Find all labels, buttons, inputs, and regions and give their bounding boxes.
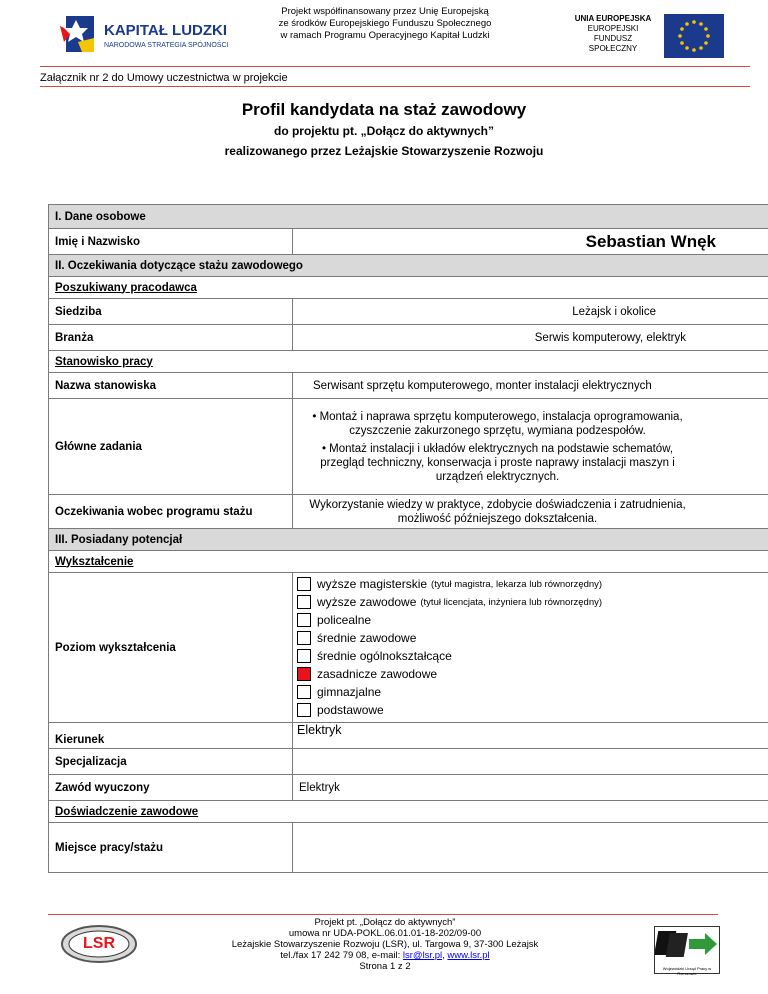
checkbox[interactable]	[297, 595, 311, 609]
education-level-label: wyższe magisterskie	[317, 577, 428, 591]
eu-flag-icon	[664, 14, 724, 58]
tasks-list	[293, 399, 768, 495]
expectations-value: Wykorzystanie wiedzy w praktyce, zdobycie doświadczenia i zatrudnienia, możliwość późniejszego dokształcenia.	[293, 495, 768, 529]
header-rule-2	[40, 86, 750, 87]
section-personal: I. Dane osobowe	[49, 205, 768, 229]
employer-subheading: Poszukiwany pracodawca	[49, 277, 768, 299]
experience-subheading: Doświadczenie zawodowe	[49, 801, 768, 823]
education-level-label: średnie ogólnokształcące	[317, 649, 452, 663]
cofinance-line: w ramach Programu Operacyjnego Kapitał Ludzki	[280, 30, 490, 41]
header-rule	[40, 66, 750, 67]
education-level-label: wyższe zawodowe	[317, 595, 417, 609]
checkbox[interactable]	[297, 577, 311, 591]
checkbox[interactable]	[297, 649, 311, 663]
name-label: Imię i Nazwisko	[49, 229, 293, 255]
wup-text: Wojewódzki Urząd Pracy w Rzeszowie	[662, 966, 712, 976]
position-name-value: Serwisant sprzętu komputerowego, monter instalacji elektrycznych	[293, 373, 768, 399]
specialization-label: Specjalizacja	[49, 749, 293, 775]
expectations-label: Oczekiwania wobec programu stażu	[49, 495, 293, 529]
footer-text	[180, 917, 590, 972]
direction-value: Elektryk	[293, 723, 768, 749]
profession-label: Zawód wyuczony	[49, 775, 293, 801]
education-level-option[interactable]	[297, 593, 768, 611]
seat-value: Leżajsk i okolice	[293, 299, 768, 325]
ue-title: UNIA EUROPEJSKA	[574, 14, 652, 23]
tasks-label: Główne zadania	[49, 399, 293, 495]
specialization-value	[293, 749, 768, 775]
footer-rule	[48, 914, 718, 915]
industry-value: Serwis komputerowy, elektryk	[293, 325, 768, 351]
position-name-label: Nazwa stanowiska	[49, 373, 293, 399]
education-level-option[interactable]	[297, 683, 768, 701]
checkbox[interactable]	[297, 703, 311, 717]
footer-line-1: Projekt pt. „Dołącz do aktywnych”	[314, 917, 456, 928]
workplace-label: Miejsce pracy/stażu	[49, 823, 293, 873]
name-value: Sebastian Wnęk	[293, 229, 768, 255]
checkbox[interactable]	[297, 613, 311, 627]
education-level-option[interactable]	[297, 701, 768, 719]
education-level-label: gimnazjalne	[317, 685, 382, 699]
annex-note: Załącznik nr 2 do Umowy uczestnictwa w projekcie	[40, 72, 288, 84]
wup-arrow-icon	[655, 927, 719, 961]
cofinance-line: Projekt współfinansowany przez Unię Europejską	[281, 6, 489, 17]
ue-label	[572, 14, 654, 54]
task-text: Montaż i naprawa sprzętu komputerowego, instalacja oprogramowania, czyszczenie zakurzonego sprzętu, wymiana podzespołów.	[319, 410, 683, 437]
education-level-label: średnie zawodowe	[317, 631, 417, 645]
seat-label: Siedziba	[49, 299, 293, 325]
logo-title: KAPITAŁ LUDZKI	[104, 22, 228, 39]
section-expectations: II. Oczekiwania dotyczące stażu zawodowego	[49, 255, 768, 277]
email-link[interactable]: lsr@lsr.pl	[402, 950, 443, 961]
task-item: • Montaż i naprawa sprzętu komputerowego, instalacja oprogramowania, czyszczenie zakurzonego sprzętu, wymiana podzespołów.	[312, 410, 683, 437]
page-number: Strona 1 z 2	[359, 961, 411, 972]
logo-subtitle: NARODOWA STRATEGIA SPÓJNOŚCI	[104, 42, 229, 49]
position-subheading: Stanowisko pracy	[49, 351, 768, 373]
kapital-ludzki-emblem-icon	[58, 12, 98, 56]
checkbox[interactable]	[297, 685, 311, 699]
education-level-label: policealne	[317, 613, 372, 627]
title-line-3: realizowanego przez Leżajskie Stowarzyszenie Rozwoju	[224, 144, 544, 158]
task-item: • Montaż instalacji i układów elektrycznych na podstawie schematów, przegląd techniczny, konserwacja i proste naprawy instalacji maszyn i urządzeń elektrycznych.	[320, 442, 675, 483]
footer-line-2: umowa nr UDA-POKL.06.01.01-18-202/09-00	[288, 928, 482, 939]
candidate-profile-table	[48, 204, 768, 873]
education-levels	[293, 573, 768, 723]
education-level-note: (tytuł magistra, lekarza lub równorzędny)	[431, 578, 603, 590]
education-level-option[interactable]	[297, 665, 768, 683]
education-level-note: (tytuł licencjata, inżyniera lub równorzędny)	[420, 596, 603, 608]
footer-sep: ,	[442, 950, 448, 961]
education-level-label: zasadnicze zawodowe	[317, 667, 438, 681]
section-potential: III. Posiadany potencjał	[49, 529, 768, 551]
checkbox[interactable]	[297, 631, 311, 645]
wup-logo	[654, 926, 720, 974]
ue-line3: FUNDUSZ SPOŁECZNY	[588, 34, 638, 53]
education-level-checklist	[297, 575, 768, 719]
footer-contact: tel./fax 17 242 79 08, e-mail:	[280, 950, 403, 961]
profession-value: Elektryk	[293, 775, 768, 801]
education-level-option[interactable]	[297, 629, 768, 647]
education-subheading: Wykształcenie	[49, 551, 768, 573]
www-link[interactable]: www.lsr.pl	[447, 950, 490, 961]
education-level-option[interactable]	[297, 575, 768, 593]
education-level-label: podstawowe	[317, 703, 384, 717]
task-text: Montaż instalacji i układów elektrycznych na podstawie schematów, przegląd techniczny, konserwacja i proste naprawy instalacji maszyn i urządzeń elektrycznych.	[320, 442, 675, 483]
lsr-logo	[60, 924, 138, 964]
kapital-ludzki-logo	[58, 10, 248, 60]
cofinance-text	[240, 6, 530, 42]
page-title: Profil kandydata na staż zawodowy	[241, 100, 527, 119]
education-level-option[interactable]	[297, 611, 768, 629]
title-line-2: do projektu pt. „Dołącz do aktywnych”	[273, 124, 495, 138]
education-level-label: Poziom wykształcenia	[49, 573, 293, 723]
ue-line2: EUROPEJSKI	[587, 24, 639, 33]
cofinance-line: ze środków Europejskiego Funduszu Społecznego	[278, 18, 492, 29]
footer-line-3: Leżajskie Stowarzyszenie Rozwoju (LSR), ul. Targowa 9, 37-300 Leżajsk	[231, 939, 539, 950]
industry-label: Branża	[49, 325, 293, 351]
lsr-logo-text: LSR	[83, 935, 115, 952]
checkbox-checked[interactable]	[297, 667, 311, 681]
education-level-option[interactable]	[297, 647, 768, 665]
footer-line-4	[180, 950, 590, 961]
direction-label: Kierunek	[49, 723, 293, 749]
workplace-value	[293, 823, 768, 873]
